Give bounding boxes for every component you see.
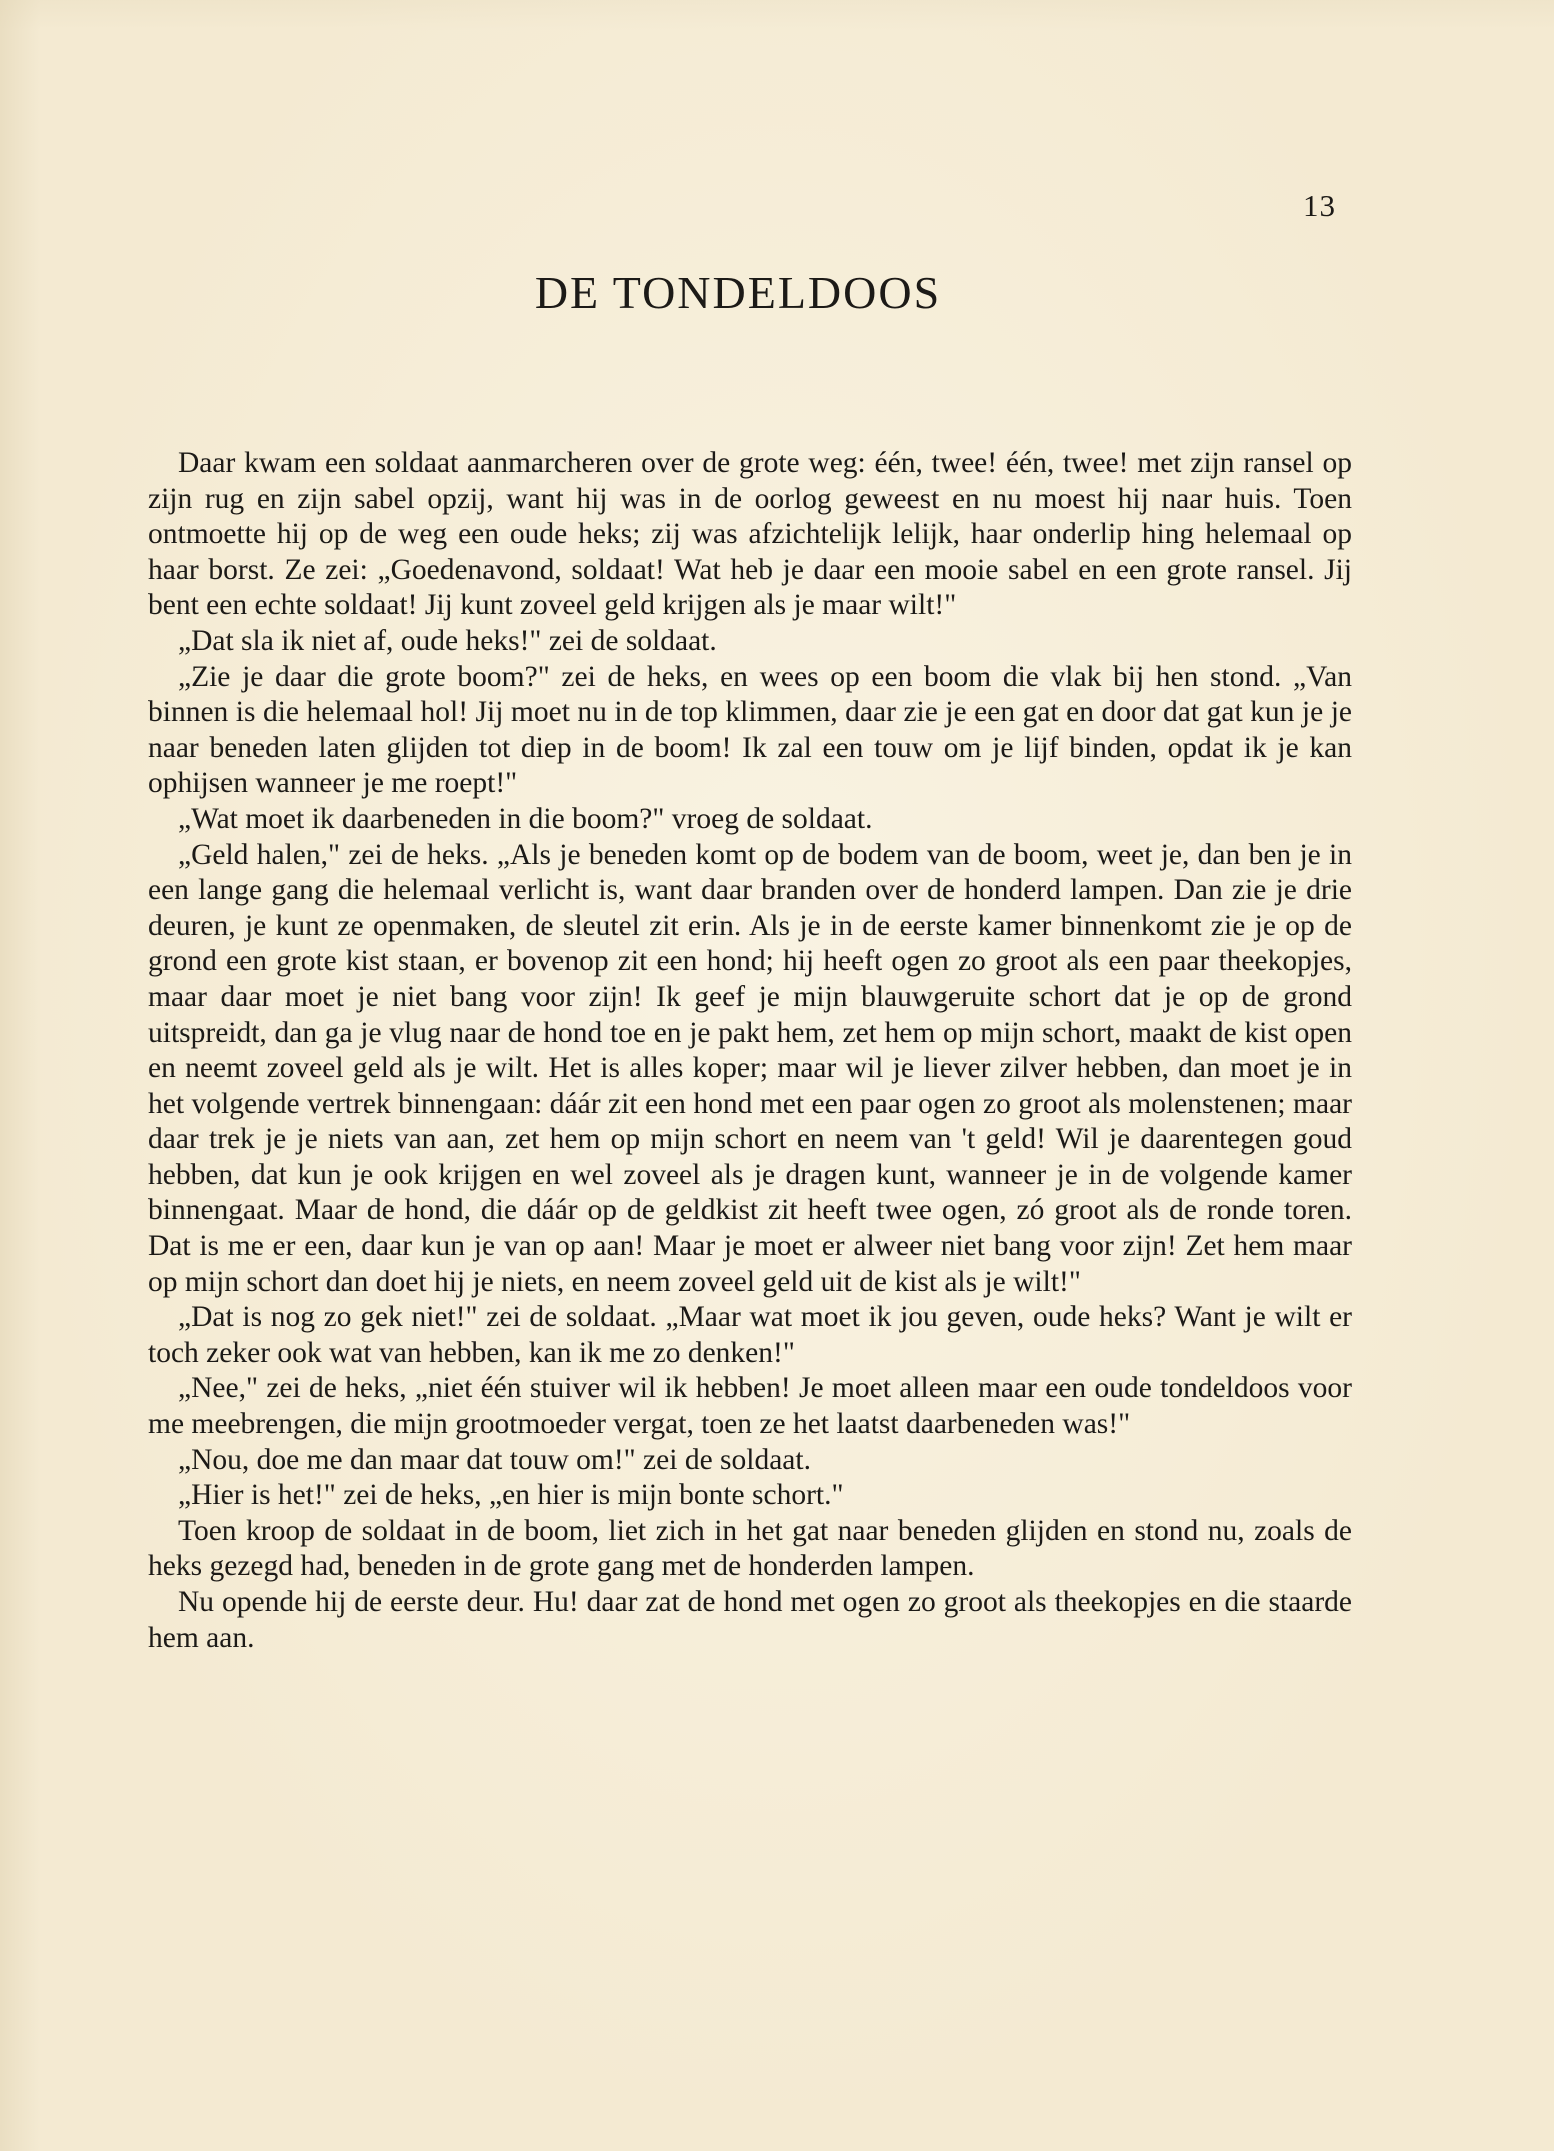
paragraph-7: „Nee," zei de heks, „niet één stuiver wil ik hebben! Je moet alleen maar een oude tondeldoos voor me meebrengen, die mijn grootmoeder vergat, toen ze het laatst daarbeneden was!" [148,1372,1352,1441]
paragraph-9: „Hier is het!" zei de heks, „en hier is mijn bonte schort." [178,1479,844,1512]
paragraph-2: „Dat sla ik niet af, oude heks!" zei de soldaat. [178,624,717,657]
paragraph-4: „Wat moet ik daarbeneden in die boom?" vroeg de soldaat. [178,802,873,835]
paragraph-1: Daar kwam een soldaat aanmarcheren over de grote weg: één, twee! één, twee! met zijn ransel op zijn rug en zijn sabel opzij, want hij was in de oorlog geweest en nu moest hij naar huis. Toen ontmoette hij op de weg een oude heks; zij was afzichtelijk lelijk, haar onderlip hing helemaal op haar borst. Ze zei: „Goedenavond, soldaat! Wat heb je daar een mooie sabel en een grote ransel. Jij bent een echte soldaat! Jij kunt zoveel geld krijgen als je maar wilt!" [148,447,1352,622]
paragraph-3: „Zie je daar die grote boom?" zei de heks, en wees op een boom die vlak bij hen stond. „Van binnen is die helemaal hol! Jij moet nu in de top klimmen, daar zie je een gat en door dat gat kun je je naar beneden laten glijden tot diep in de boom! Ik zal een touw om je lijf binden, opdat ik je kan ophijsen wanneer je me roept!" [148,660,1352,800]
chapter-title: DE TONDELDOOS [534,267,942,318]
body-text [148,446,1352,1656]
paragraph-8: „Nou, doe me dan maar dat touw om!" zei de soldaat. [178,1443,811,1476]
paragraph-11: Nu opende hij de eerste deur. Hu! daar zat de hond met ogen zo groot als theekopjes en die staarde hem aan. [148,1586,1352,1654]
paragraph-10: Toen kroop de soldaat in de boom, liet zich in het gat naar beneden glijden en stond nu, zoals de heks gezegd had, beneden in de grote gang met de honderden lampen. [148,1514,1352,1583]
page-number: 13 [1303,188,1336,223]
paragraph-6: „Dat is nog zo gek niet!" zei de soldaat. „Maar wat moet ik jou geven, oude heks? Want je wilt er toch zeker ook wat van hebben, kan ik me zo denken!" [148,1301,1352,1369]
paragraph-5: „Geld halen," zei de heks. „Als je beneden komt op de bodem van de boom, weet je, dan ben je in een lange gang die helemaal verlicht is, want daar branden over de honderd lampen. Dan zie je drie deuren, je kunt ze openmaken, de sleutel zit erin. Als je in de eerste kamer binnenkomt zie je op de grond een grote kist staan, er bovenop zit een hond; hij heeft ogen zo groot als een paar theekopjes, maar daar moet je niet bang voor zijn! Ik geef je mijn blauwgeruite schort dat je op de grond uitspreidt, dan ga je vlug naar de hond toe en je pakt hem, zet hem op mijn schort, maakt de kist open en neemt zoveel geld als je wilt. Het is alles koper; maar wil je liever zilver hebben, dan moet je in het volgende vertrek binnengaan: dáár zit een hond met een paar ogen zo groot als molenstenen; maar daar trek je je niets van aan, zet hem op mijn schort en neem van 't geld! Wil je daarentegen goud hebben, dat kun je ook krijgen en wel zoveel als je dragen kunt, wanneer je in de volgende kamer binnengaat. Maar de hond, die dáár op de geldkist zit heeft twee ogen, zó groot als de ronde toren. Dat is me er een, daar kun je van op aan! Maar je moet er alweer niet bang voor zijn! Zet hem maar op mijn schort dan doet hij je niets, en neem zoveel geld uit de kist als je wilt!" [148,838,1352,1298]
